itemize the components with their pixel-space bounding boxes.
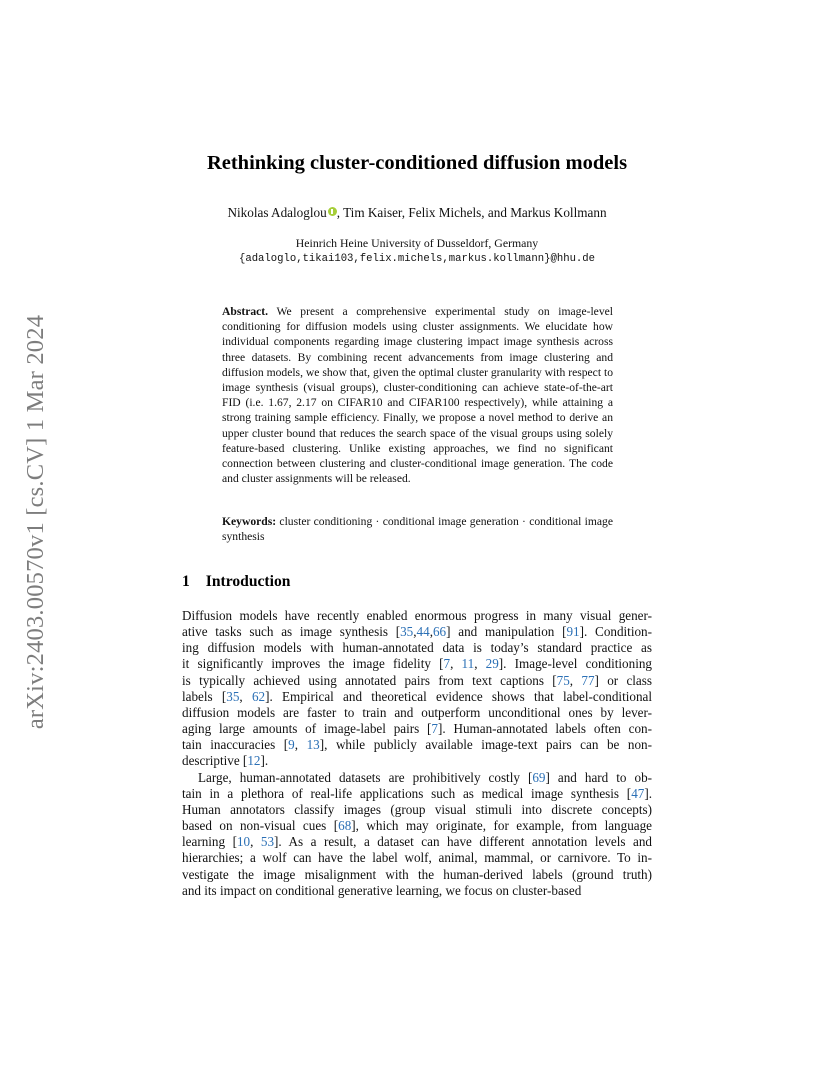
citation-link[interactable]: 10 [236,834,251,850]
orcid-icon[interactable] [328,207,337,216]
citation-link[interactable]: 62 [251,688,266,704]
first-author: Nikolas Adaloglou [227,205,327,220]
text-segment: learning [ [182,834,237,850]
text-line [182,624,652,640]
text-line [182,753,652,769]
text-segment: , [250,834,261,850]
arxiv-identifier-text: arXiv:2403.00570v1 [cs.CV] 1 Mar 2024 [22,314,50,730]
keywords-label: Keywords: [222,515,277,528]
other-authors: , Tim Kaiser, Felix Michels, and Markus Kollmann [336,205,607,220]
text-segment: , [294,737,307,753]
citation-link[interactable]: 13 [306,737,320,753]
text-segment: ], which may originate, for example, from language [351,818,652,834]
text-segment: ]. Image-level conditioning [498,656,652,672]
citation-link[interactable]: 68 [338,818,352,834]
text-segment: ]. Empirical and theoretical evidence shows that label-conditional [265,688,652,704]
citation-link[interactable]: 47 [631,785,645,801]
keywords [222,514,613,544]
author-list [182,205,652,221]
text-line [182,737,652,753]
text-segment: descriptive [ [182,753,248,769]
citation-link[interactable]: 7 [431,721,438,737]
text-segment: ] or class [594,672,652,688]
text-segment: ]. Condition- [579,624,652,640]
text-segment: based on non-visual cues [ [182,818,339,834]
citation-link[interactable]: 77 [581,672,595,688]
text-line [182,608,652,624]
text-line [182,770,652,786]
text-line [182,656,652,672]
text-line [182,640,652,656]
citation-link[interactable]: 44 [416,624,430,640]
author-emails: {adaloglo,tikai103,felix.michels,markus.kollmann}@hhu.de [238,253,595,265]
citation-link[interactable]: 11 [461,656,475,672]
text-segment: , [429,624,433,640]
citation-link[interactable]: 91 [566,624,580,640]
text-line [182,883,652,899]
section-number: 1 [182,573,190,590]
citation-link[interactable]: 35 [226,688,240,704]
text-segment: tain inaccuracies [ [182,737,289,753]
text-segment: labels [ [182,688,227,704]
text-segment: ] and hard to ob- [545,769,653,785]
text-line [182,867,652,883]
text-segment: and its impact on conditional generative learning, we focus on cluster-based [182,882,582,898]
text-segment: ]. Human-annotated labels often con- [438,721,652,737]
text-line [182,705,652,721]
text-segment: ative tasks such as image synthesis [ [182,624,401,640]
citation-link[interactable]: 35 [400,624,414,640]
text-segment: is typically achieved using annotated pairs from text captions [ [182,672,557,688]
text-segment: aging large amounts of image-label pairs [ [182,721,432,737]
text-line [182,689,652,705]
section-heading [182,573,290,591]
arxiv-identifier [14,292,58,752]
text-line [182,834,652,850]
institution: Heinrich Heine University of Dusseldorf, Germany [295,236,539,250]
text-segment: ], while publicly available image-text pairs can be non- [319,737,653,753]
abstract-text: We present a comprehensive experimental study on image-level conditioning for diffusion models using cluster assignments. We elucidate how individual components regarding image clustering impact image synthesis across three datasets. By combining recent advancements from image clustering and diffusion models, we show that, given the optimal cluster granularity with respect to image synthesis (visual groups), cluster-conditioning can achieve state-of-the-art FID (i.e. 1.67, 2.17 on CIFAR10 and CIFAR100 respectively), while attaining a strong training sample efficiency. Finally, we propose a novel method to derive an upper cluster bound that reduces the search space of the visual groups using solely feature-based clustering. Unlike existing approaches, we find no significant connection between clustering and cluster-conditional image generation. The code and cluster assignments will be released. [222,305,613,486]
text-segment: hierarchies; a wolf can have the label wolf, animal, mammal, or carnivore. To in- [182,850,652,866]
abstract-label: Abstract. [222,305,269,318]
introduction-body [182,608,652,899]
text-line [182,673,652,689]
text-segment: it significantly improves the image fidelity [ [182,656,444,672]
citation-link[interactable]: 75 [556,672,570,688]
text-segment: , [413,624,417,640]
text-segment: Human annotators classify images (group visual stimuli into discrete concepts) [182,801,652,817]
citation-link[interactable]: 66 [432,624,447,640]
citation-link[interactable]: 29 [485,656,499,672]
text-segment: Diffusion models have recently enabled enormous progress in many visual gener- [182,608,652,623]
text-segment: ]. [260,753,269,769]
text-segment: diffusion models are faster to train and outperform unconditional ones by lever- [182,704,652,720]
citation-link[interactable]: 7 [443,656,451,672]
text-line [182,721,652,737]
text-segment: vestigate the image misalignment with the human-derived labels (ground truth) [182,866,652,882]
text-segment: , [474,656,486,672]
paper-title: Rethinking cluster-conditioned diffusion models [206,152,628,174]
text-line [182,786,652,802]
text-line [182,850,652,866]
keywords-text: cluster conditioning · conditional image generation · conditional image synthesis [222,515,613,544]
text-segment: , [450,656,462,672]
citation-link[interactable]: 69 [532,769,546,785]
text-segment: ing diffusion models with human-annotated data is today’s standard practice as [182,640,652,656]
text-line [182,818,652,834]
text-segment: ]. [644,785,652,801]
text-line [182,802,652,818]
text-segment: , [239,688,252,704]
affiliation [182,235,652,267]
section-title: Introduction [205,573,291,590]
text-segment: Large, human-annotated datasets are prohibitively costly [ [198,769,533,785]
citation-link[interactable]: 9 [288,737,295,753]
citation-link[interactable]: 53 [260,834,275,850]
text-segment: tain in a plethora of real-life applications such as medical image synthesis [ [182,785,632,801]
text-segment: ]. As a result, a dataset can have different annotation levels and [274,834,653,850]
text-segment: ] and manipulation [ [446,624,567,640]
citation-link[interactable]: 12 [247,753,261,769]
text-segment: , [569,672,582,688]
abstract [222,304,613,486]
